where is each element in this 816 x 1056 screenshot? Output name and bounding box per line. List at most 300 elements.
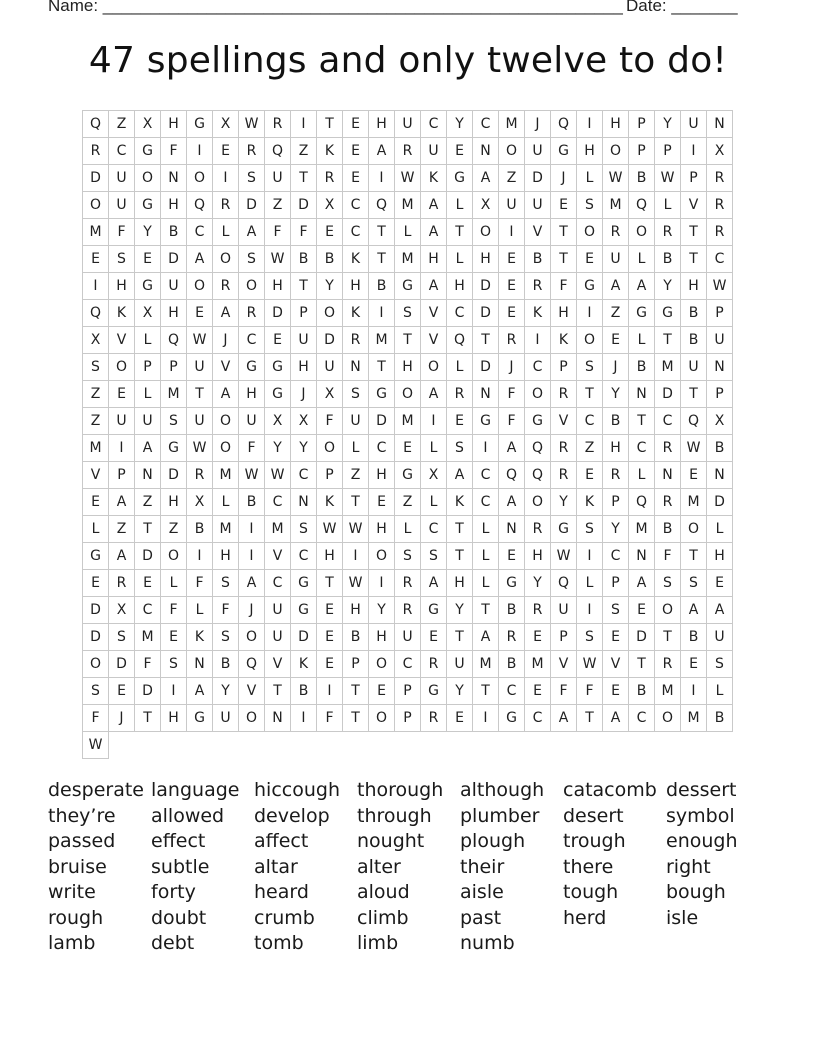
- grid-letter[interactable]: M: [265, 516, 291, 543]
- grid-letter[interactable]: F: [161, 138, 187, 165]
- grid-letter[interactable]: T: [473, 678, 499, 705]
- grid-letter[interactable]: V: [265, 651, 291, 678]
- grid-letter[interactable]: U: [265, 624, 291, 651]
- grid-letter[interactable]: S: [447, 435, 473, 462]
- grid-letter[interactable]: P: [317, 462, 343, 489]
- grid-letter[interactable]: E: [681, 651, 707, 678]
- grid-letter[interactable]: Y: [447, 111, 473, 138]
- grid-letter[interactable]: H: [551, 300, 577, 327]
- grid-letter[interactable]: W: [343, 516, 369, 543]
- grid-letter[interactable]: A: [421, 570, 447, 597]
- grid-letter[interactable]: T: [369, 219, 395, 246]
- grid-letter[interactable]: E: [317, 597, 343, 624]
- grid-letter[interactable]: U: [109, 192, 135, 219]
- grid-letter[interactable]: L: [473, 543, 499, 570]
- grid-letter[interactable]: I: [421, 408, 447, 435]
- grid-letter[interactable]: I: [291, 705, 317, 732]
- grid-letter[interactable]: F: [551, 273, 577, 300]
- grid-letter[interactable]: I: [577, 597, 603, 624]
- grid-letter[interactable]: H: [265, 273, 291, 300]
- grid-letter[interactable]: M: [213, 462, 239, 489]
- grid-letter[interactable]: X: [707, 138, 733, 165]
- grid-letter[interactable]: S: [577, 516, 603, 543]
- grid-letter[interactable]: A: [239, 219, 265, 246]
- grid-letter[interactable]: U: [525, 138, 551, 165]
- grid-letter[interactable]: R: [187, 462, 213, 489]
- grid-letter[interactable]: Y: [317, 273, 343, 300]
- grid-letter[interactable]: L: [135, 381, 161, 408]
- grid-letter[interactable]: H: [369, 111, 395, 138]
- grid-letter[interactable]: X: [187, 489, 213, 516]
- grid-letter[interactable]: N: [473, 381, 499, 408]
- grid-letter[interactable]: E: [707, 570, 733, 597]
- grid-letter[interactable]: R: [499, 624, 525, 651]
- grid-letter[interactable]: S: [291, 516, 317, 543]
- grid-letter[interactable]: U: [291, 327, 317, 354]
- grid-letter[interactable]: O: [681, 516, 707, 543]
- grid-letter[interactable]: W: [707, 273, 733, 300]
- grid-letter[interactable]: X: [291, 408, 317, 435]
- grid-letter[interactable]: G: [577, 273, 603, 300]
- name-field-label[interactable]: Name: _______________________________________________________: [48, 0, 623, 15]
- grid-letter[interactable]: J: [239, 597, 265, 624]
- grid-letter[interactable]: F: [317, 705, 343, 732]
- grid-letter[interactable]: W: [265, 462, 291, 489]
- grid-letter[interactable]: D: [83, 165, 109, 192]
- grid-letter[interactable]: W: [83, 732, 109, 759]
- grid-letter[interactable]: Z: [109, 516, 135, 543]
- grid-letter[interactable]: I: [499, 219, 525, 246]
- grid-letter[interactable]: V: [551, 651, 577, 678]
- grid-letter[interactable]: L: [707, 516, 733, 543]
- grid-letter[interactable]: E: [551, 192, 577, 219]
- grid-letter[interactable]: B: [499, 651, 525, 678]
- grid-letter[interactable]: Z: [83, 381, 109, 408]
- grid-letter[interactable]: T: [629, 408, 655, 435]
- grid-letter[interactable]: B: [681, 300, 707, 327]
- grid-letter[interactable]: T: [447, 624, 473, 651]
- grid-letter[interactable]: Q: [499, 462, 525, 489]
- grid-letter[interactable]: A: [681, 597, 707, 624]
- grid-letter[interactable]: W: [603, 165, 629, 192]
- grid-letter[interactable]: W: [187, 327, 213, 354]
- grid-letter[interactable]: C: [629, 705, 655, 732]
- grid-letter[interactable]: S: [395, 543, 421, 570]
- grid-letter[interactable]: T: [395, 327, 421, 354]
- grid-letter[interactable]: P: [551, 624, 577, 651]
- grid-letter[interactable]: C: [265, 489, 291, 516]
- grid-letter[interactable]: H: [161, 489, 187, 516]
- grid-letter[interactable]: V: [551, 408, 577, 435]
- grid-letter[interactable]: M: [499, 111, 525, 138]
- grid-letter[interactable]: B: [707, 705, 733, 732]
- grid-letter[interactable]: T: [473, 327, 499, 354]
- grid-letter[interactable]: X: [109, 597, 135, 624]
- grid-letter[interactable]: X: [317, 192, 343, 219]
- grid-letter[interactable]: R: [525, 273, 551, 300]
- grid-letter[interactable]: R: [265, 111, 291, 138]
- grid-letter[interactable]: R: [655, 435, 681, 462]
- grid-letter[interactable]: W: [317, 516, 343, 543]
- grid-letter[interactable]: C: [265, 570, 291, 597]
- grid-letter[interactable]: G: [239, 354, 265, 381]
- grid-letter[interactable]: E: [83, 570, 109, 597]
- grid-letter[interactable]: Y: [551, 489, 577, 516]
- grid-letter[interactable]: J: [525, 111, 551, 138]
- grid-letter[interactable]: P: [395, 705, 421, 732]
- grid-letter[interactable]: E: [447, 705, 473, 732]
- grid-letter[interactable]: R: [421, 705, 447, 732]
- grid-letter[interactable]: L: [473, 516, 499, 543]
- grid-letter[interactable]: D: [291, 192, 317, 219]
- grid-letter[interactable]: G: [291, 597, 317, 624]
- grid-letter[interactable]: D: [109, 651, 135, 678]
- grid-letter[interactable]: E: [109, 381, 135, 408]
- grid-letter[interactable]: P: [655, 138, 681, 165]
- grid-letter[interactable]: G: [473, 408, 499, 435]
- grid-letter[interactable]: A: [603, 273, 629, 300]
- grid-letter[interactable]: A: [109, 543, 135, 570]
- grid-letter[interactable]: E: [603, 624, 629, 651]
- grid-letter[interactable]: K: [525, 300, 551, 327]
- grid-letter[interactable]: L: [83, 516, 109, 543]
- grid-letter[interactable]: B: [239, 489, 265, 516]
- grid-letter[interactable]: S: [603, 597, 629, 624]
- grid-letter[interactable]: Q: [161, 327, 187, 354]
- grid-letter[interactable]: D: [707, 489, 733, 516]
- grid-letter[interactable]: C: [291, 543, 317, 570]
- grid-letter[interactable]: D: [629, 624, 655, 651]
- grid-letter[interactable]: T: [135, 516, 161, 543]
- grid-letter[interactable]: U: [265, 597, 291, 624]
- grid-letter[interactable]: Y: [603, 381, 629, 408]
- grid-letter[interactable]: A: [707, 597, 733, 624]
- grid-letter[interactable]: R: [655, 489, 681, 516]
- grid-letter[interactable]: P: [343, 651, 369, 678]
- date-field-label[interactable]: Date: _______: [626, 0, 738, 15]
- grid-letter[interactable]: L: [447, 354, 473, 381]
- grid-letter[interactable]: S: [239, 246, 265, 273]
- grid-letter[interactable]: K: [317, 489, 343, 516]
- grid-letter[interactable]: C: [499, 678, 525, 705]
- grid-letter[interactable]: V: [239, 678, 265, 705]
- grid-letter[interactable]: A: [213, 381, 239, 408]
- grid-letter[interactable]: A: [421, 192, 447, 219]
- grid-letter[interactable]: E: [83, 246, 109, 273]
- grid-letter[interactable]: D: [317, 327, 343, 354]
- grid-letter[interactable]: O: [135, 165, 161, 192]
- grid-letter[interactable]: T: [473, 597, 499, 624]
- grid-letter[interactable]: C: [395, 651, 421, 678]
- grid-letter[interactable]: I: [239, 516, 265, 543]
- grid-letter[interactable]: D: [83, 597, 109, 624]
- grid-letter[interactable]: K: [447, 489, 473, 516]
- grid-letter[interactable]: R: [551, 435, 577, 462]
- grid-letter[interactable]: N: [135, 462, 161, 489]
- grid-letter[interactable]: H: [603, 435, 629, 462]
- word-search-grid[interactable]: [82, 110, 733, 759]
- grid-letter[interactable]: Q: [239, 651, 265, 678]
- grid-letter[interactable]: N: [629, 381, 655, 408]
- grid-letter[interactable]: F: [135, 651, 161, 678]
- grid-letter[interactable]: S: [109, 246, 135, 273]
- grid-letter[interactable]: B: [603, 408, 629, 435]
- grid-letter[interactable]: Q: [369, 192, 395, 219]
- grid-letter[interactable]: P: [603, 489, 629, 516]
- grid-letter[interactable]: H: [291, 354, 317, 381]
- grid-letter[interactable]: R: [499, 327, 525, 354]
- grid-letter[interactable]: K: [291, 651, 317, 678]
- grid-letter[interactable]: D: [291, 624, 317, 651]
- grid-letter[interactable]: D: [525, 165, 551, 192]
- grid-letter[interactable]: W: [343, 570, 369, 597]
- grid-letter[interactable]: O: [161, 543, 187, 570]
- grid-letter[interactable]: H: [447, 570, 473, 597]
- grid-letter[interactable]: O: [317, 300, 343, 327]
- grid-letter[interactable]: C: [447, 300, 473, 327]
- grid-letter[interactable]: Z: [343, 462, 369, 489]
- grid-letter[interactable]: O: [369, 543, 395, 570]
- grid-letter[interactable]: U: [499, 192, 525, 219]
- grid-letter[interactable]: O: [83, 192, 109, 219]
- grid-letter[interactable]: L: [187, 597, 213, 624]
- grid-letter[interactable]: L: [421, 435, 447, 462]
- grid-letter[interactable]: Q: [551, 111, 577, 138]
- grid-letter[interactable]: L: [629, 462, 655, 489]
- grid-letter[interactable]: N: [499, 516, 525, 543]
- grid-letter[interactable]: K: [317, 138, 343, 165]
- grid-letter[interactable]: R: [551, 381, 577, 408]
- grid-letter[interactable]: E: [343, 165, 369, 192]
- grid-letter[interactable]: L: [135, 327, 161, 354]
- grid-letter[interactable]: U: [317, 354, 343, 381]
- grid-letter[interactable]: B: [629, 678, 655, 705]
- grid-letter[interactable]: C: [577, 408, 603, 435]
- grid-letter[interactable]: H: [343, 273, 369, 300]
- grid-letter[interactable]: W: [681, 435, 707, 462]
- grid-letter[interactable]: M: [135, 624, 161, 651]
- grid-letter[interactable]: B: [629, 165, 655, 192]
- grid-letter[interactable]: E: [499, 273, 525, 300]
- grid-letter[interactable]: L: [213, 489, 239, 516]
- grid-letter[interactable]: U: [421, 138, 447, 165]
- grid-letter[interactable]: S: [577, 624, 603, 651]
- grid-letter[interactable]: U: [265, 165, 291, 192]
- grid-letter[interactable]: E: [525, 624, 551, 651]
- grid-letter[interactable]: E: [395, 435, 421, 462]
- grid-letter[interactable]: M: [395, 246, 421, 273]
- grid-letter[interactable]: N: [343, 354, 369, 381]
- grid-letter[interactable]: H: [369, 516, 395, 543]
- grid-letter[interactable]: V: [603, 651, 629, 678]
- grid-letter[interactable]: J: [603, 354, 629, 381]
- grid-letter[interactable]: O: [369, 705, 395, 732]
- grid-letter[interactable]: P: [707, 300, 733, 327]
- grid-letter[interactable]: E: [109, 678, 135, 705]
- grid-letter[interactable]: Z: [109, 111, 135, 138]
- grid-letter[interactable]: W: [187, 435, 213, 462]
- grid-letter[interactable]: A: [499, 489, 525, 516]
- grid-letter[interactable]: A: [629, 570, 655, 597]
- grid-letter[interactable]: O: [395, 381, 421, 408]
- grid-letter[interactable]: V: [83, 462, 109, 489]
- grid-letter[interactable]: E: [499, 300, 525, 327]
- grid-letter[interactable]: U: [239, 408, 265, 435]
- grid-letter[interactable]: C: [473, 111, 499, 138]
- grid-letter[interactable]: E: [135, 570, 161, 597]
- grid-letter[interactable]: Q: [447, 327, 473, 354]
- grid-letter[interactable]: S: [707, 651, 733, 678]
- grid-letter[interactable]: R: [83, 138, 109, 165]
- grid-letter[interactable]: J: [109, 705, 135, 732]
- grid-letter[interactable]: O: [369, 651, 395, 678]
- grid-letter[interactable]: C: [707, 246, 733, 273]
- grid-letter[interactable]: U: [525, 192, 551, 219]
- grid-letter[interactable]: O: [187, 273, 213, 300]
- grid-letter[interactable]: L: [707, 678, 733, 705]
- grid-letter[interactable]: L: [577, 165, 603, 192]
- grid-letter[interactable]: O: [525, 489, 551, 516]
- grid-letter[interactable]: X: [707, 408, 733, 435]
- grid-letter[interactable]: M: [473, 651, 499, 678]
- grid-letter[interactable]: H: [161, 111, 187, 138]
- grid-letter[interactable]: S: [239, 165, 265, 192]
- grid-letter[interactable]: B: [681, 327, 707, 354]
- grid-letter[interactable]: O: [421, 354, 447, 381]
- grid-letter[interactable]: C: [473, 462, 499, 489]
- grid-letter[interactable]: I: [317, 678, 343, 705]
- grid-letter[interactable]: F: [655, 543, 681, 570]
- grid-letter[interactable]: R: [707, 219, 733, 246]
- grid-letter[interactable]: F: [239, 435, 265, 462]
- grid-letter[interactable]: O: [577, 219, 603, 246]
- grid-letter[interactable]: U: [395, 624, 421, 651]
- grid-letter[interactable]: Y: [447, 597, 473, 624]
- grid-letter[interactable]: P: [109, 462, 135, 489]
- grid-letter[interactable]: Z: [161, 516, 187, 543]
- grid-letter[interactable]: M: [395, 408, 421, 435]
- grid-letter[interactable]: B: [317, 246, 343, 273]
- grid-letter[interactable]: Q: [681, 408, 707, 435]
- grid-letter[interactable]: Q: [83, 300, 109, 327]
- grid-letter[interactable]: H: [161, 705, 187, 732]
- grid-letter[interactable]: G: [83, 543, 109, 570]
- grid-letter[interactable]: B: [629, 354, 655, 381]
- grid-letter[interactable]: A: [447, 462, 473, 489]
- grid-letter[interactable]: R: [395, 138, 421, 165]
- grid-letter[interactable]: A: [109, 489, 135, 516]
- grid-letter[interactable]: W: [265, 246, 291, 273]
- grid-letter[interactable]: T: [551, 246, 577, 273]
- grid-letter[interactable]: O: [239, 624, 265, 651]
- grid-letter[interactable]: Y: [369, 597, 395, 624]
- grid-letter[interactable]: C: [525, 354, 551, 381]
- grid-letter[interactable]: D: [161, 462, 187, 489]
- grid-letter[interactable]: C: [473, 489, 499, 516]
- grid-letter[interactable]: W: [395, 165, 421, 192]
- grid-letter[interactable]: T: [681, 543, 707, 570]
- grid-letter[interactable]: C: [421, 111, 447, 138]
- grid-letter[interactable]: Z: [577, 435, 603, 462]
- grid-letter[interactable]: R: [109, 570, 135, 597]
- grid-letter[interactable]: I: [369, 165, 395, 192]
- grid-letter[interactable]: E: [629, 597, 655, 624]
- grid-letter[interactable]: K: [343, 300, 369, 327]
- grid-letter[interactable]: J: [291, 381, 317, 408]
- grid-letter[interactable]: R: [343, 327, 369, 354]
- grid-letter[interactable]: S: [655, 570, 681, 597]
- grid-letter[interactable]: V: [681, 192, 707, 219]
- grid-letter[interactable]: E: [681, 462, 707, 489]
- grid-letter[interactable]: A: [187, 678, 213, 705]
- grid-letter[interactable]: S: [213, 624, 239, 651]
- grid-letter[interactable]: I: [577, 111, 603, 138]
- grid-letter[interactable]: B: [187, 516, 213, 543]
- grid-letter[interactable]: T: [655, 624, 681, 651]
- grid-letter[interactable]: G: [265, 354, 291, 381]
- grid-letter[interactable]: F: [161, 597, 187, 624]
- grid-letter[interactable]: I: [187, 543, 213, 570]
- grid-letter[interactable]: V: [109, 327, 135, 354]
- grid-letter[interactable]: G: [655, 300, 681, 327]
- grid-letter[interactable]: D: [369, 408, 395, 435]
- grid-letter[interactable]: H: [369, 624, 395, 651]
- grid-letter[interactable]: A: [187, 246, 213, 273]
- grid-letter[interactable]: G: [421, 597, 447, 624]
- grid-letter[interactable]: U: [343, 408, 369, 435]
- grid-letter[interactable]: L: [213, 219, 239, 246]
- grid-letter[interactable]: V: [525, 219, 551, 246]
- grid-letter[interactable]: G: [447, 165, 473, 192]
- grid-letter[interactable]: T: [681, 219, 707, 246]
- grid-letter[interactable]: L: [395, 516, 421, 543]
- grid-letter[interactable]: O: [109, 354, 135, 381]
- grid-letter[interactable]: B: [681, 624, 707, 651]
- grid-letter[interactable]: G: [265, 381, 291, 408]
- grid-letter[interactable]: T: [343, 705, 369, 732]
- grid-letter[interactable]: Y: [265, 435, 291, 462]
- grid-letter[interactable]: P: [681, 165, 707, 192]
- grid-letter[interactable]: K: [187, 624, 213, 651]
- grid-letter[interactable]: O: [655, 597, 681, 624]
- grid-letter[interactable]: M: [655, 678, 681, 705]
- grid-letter[interactable]: M: [83, 435, 109, 462]
- grid-letter[interactable]: F: [499, 408, 525, 435]
- grid-letter[interactable]: Z: [395, 489, 421, 516]
- grid-letter[interactable]: I: [473, 435, 499, 462]
- grid-letter[interactable]: L: [395, 219, 421, 246]
- grid-letter[interactable]: K: [577, 489, 603, 516]
- grid-letter[interactable]: E: [499, 246, 525, 273]
- grid-letter[interactable]: U: [161, 273, 187, 300]
- grid-letter[interactable]: H: [343, 597, 369, 624]
- grid-letter[interactable]: Q: [187, 192, 213, 219]
- grid-letter[interactable]: X: [421, 462, 447, 489]
- grid-letter[interactable]: H: [707, 543, 733, 570]
- grid-letter[interactable]: P: [395, 678, 421, 705]
- grid-letter[interactable]: U: [109, 408, 135, 435]
- grid-letter[interactable]: E: [447, 408, 473, 435]
- grid-letter[interactable]: Z: [83, 408, 109, 435]
- grid-letter[interactable]: U: [707, 327, 733, 354]
- grid-letter[interactable]: M: [603, 192, 629, 219]
- grid-letter[interactable]: S: [395, 300, 421, 327]
- grid-letter[interactable]: R: [707, 165, 733, 192]
- grid-letter[interactable]: F: [187, 570, 213, 597]
- grid-letter[interactable]: Q: [525, 435, 551, 462]
- grid-letter[interactable]: O: [239, 273, 265, 300]
- grid-letter[interactable]: G: [135, 273, 161, 300]
